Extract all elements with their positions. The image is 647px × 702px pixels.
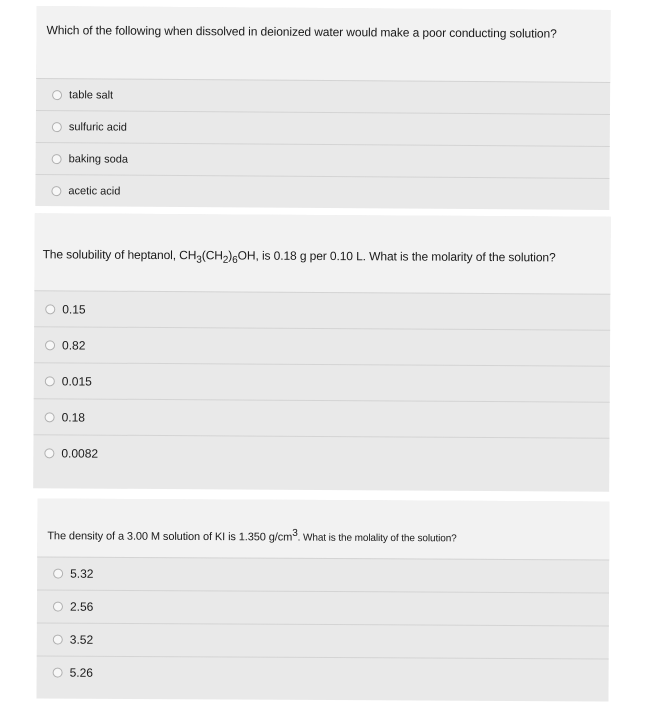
- option-label: 0.0082: [61, 445, 99, 461]
- answer-option[interactable]: [33, 398, 609, 438]
- option-label: 5.26: [69, 665, 94, 680]
- radio-button[interactable]: [45, 376, 55, 386]
- radio-button[interactable]: [52, 90, 62, 100]
- option-label: 0.15: [62, 301, 86, 317]
- answer-option[interactable]: [37, 590, 609, 626]
- option-label: table salt: [69, 88, 114, 102]
- radio-button[interactable]: [45, 340, 55, 350]
- question-header: [36, 6, 610, 82]
- question-text: Which of the following when dissolved in deionized water would make a poor conducting solution?: [46, 23, 557, 41]
- answer-option[interactable]: [34, 290, 610, 330]
- answer-option[interactable]: [37, 557, 609, 593]
- answer-option[interactable]: [36, 110, 610, 146]
- option-label: 2.56: [69, 599, 94, 614]
- answer-option[interactable]: [37, 623, 609, 659]
- question-header: [37, 499, 609, 560]
- question-card-2: [33, 213, 611, 492]
- radio-button[interactable]: [45, 304, 55, 314]
- question-header: [34, 213, 610, 294]
- option-label: 5.32: [70, 566, 94, 581]
- radio-button[interactable]: [53, 635, 63, 645]
- question-text: The solubility of heptanol, $CH_3(CH_2)_6OH$, is 0.18 g per 0.10 L. What is the molarity of the solution?: [42, 247, 556, 266]
- answer-option[interactable]: [34, 326, 610, 366]
- radio-button[interactable]: [51, 186, 61, 196]
- option-label: 0.18: [61, 409, 86, 425]
- answer-option[interactable]: [37, 656, 609, 692]
- radio-button[interactable]: [53, 602, 63, 612]
- question-text: The density of a 3.00 M solution of KI is 1.350 $g/cm^3$. What is the molality of the solution?: [47, 527, 457, 545]
- option-label: 0.82: [61, 337, 86, 353]
- question-card-3: [36, 499, 609, 702]
- option-label: baking soda: [68, 152, 129, 166]
- option-label: sulfuric acid: [68, 120, 127, 134]
- option-label: acetic acid: [68, 184, 121, 198]
- answer-option[interactable]: [33, 434, 609, 474]
- answer-option[interactable]: [35, 174, 609, 210]
- answer-option[interactable]: [36, 142, 610, 178]
- option-label: 3.52: [69, 632, 94, 647]
- answer-option[interactable]: [34, 362, 610, 402]
- question-card-1: [35, 6, 610, 210]
- radio-button[interactable]: [44, 448, 54, 458]
- radio-button[interactable]: [53, 569, 63, 579]
- radio-button[interactable]: [45, 412, 55, 422]
- radio-button[interactable]: [53, 668, 63, 678]
- radio-button[interactable]: [52, 122, 62, 132]
- radio-button[interactable]: [52, 154, 62, 164]
- option-label: 0.015: [61, 373, 92, 389]
- answer-option[interactable]: [36, 78, 610, 114]
